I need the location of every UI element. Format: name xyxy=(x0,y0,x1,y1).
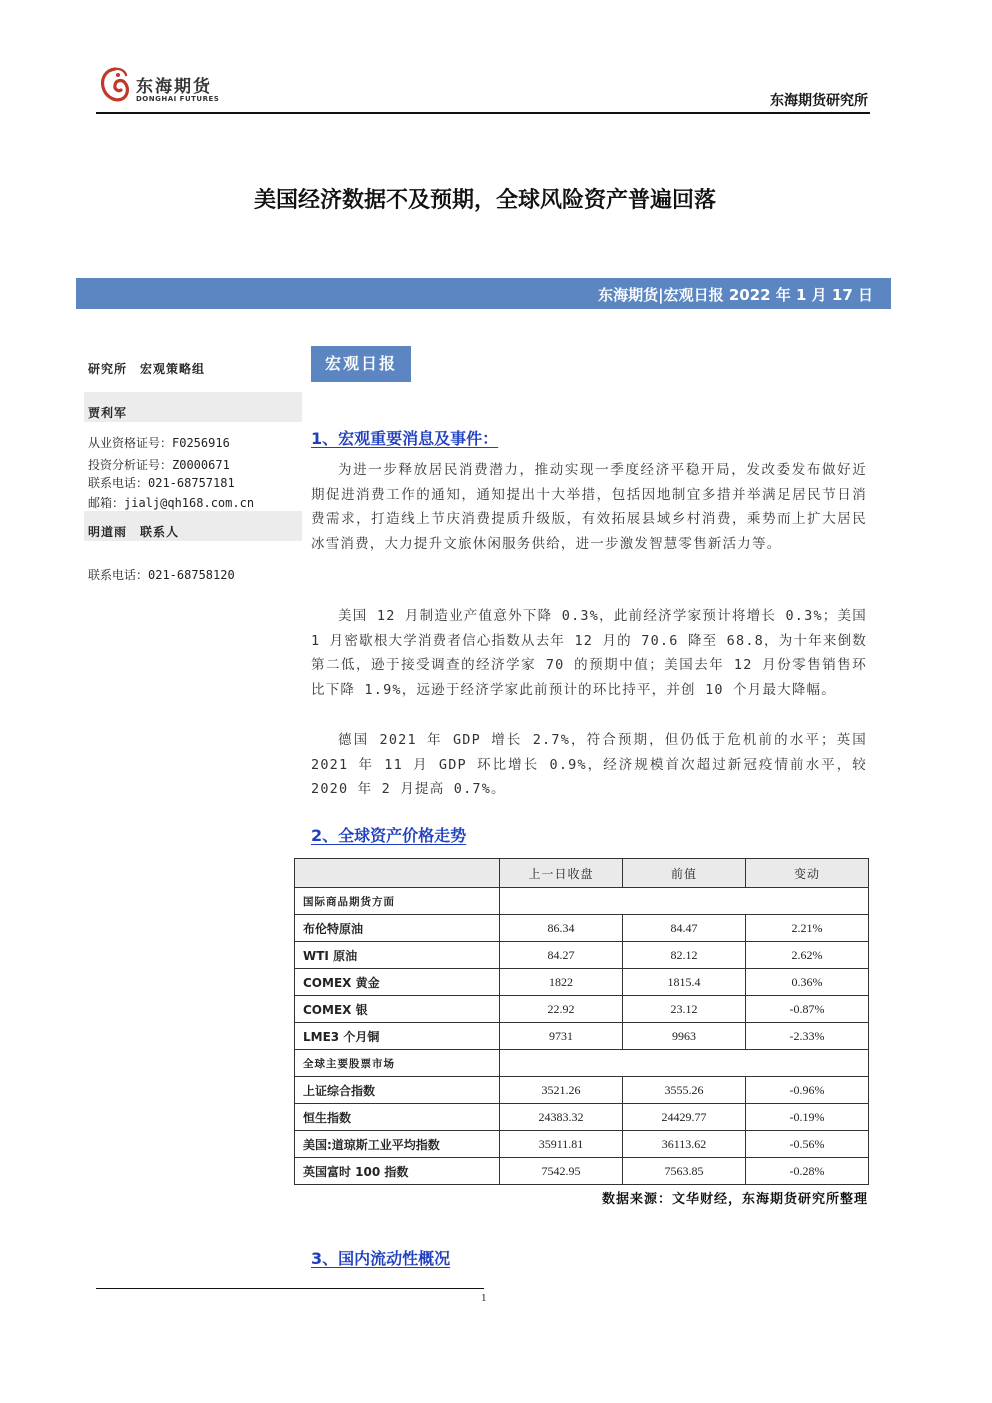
table-cell-value: 0.36% xyxy=(746,969,869,996)
table-cell-value: 86.34 xyxy=(500,915,623,942)
table-cell-value: -0.96% xyxy=(746,1077,869,1104)
table-cell-name: 上证综合指数 xyxy=(295,1077,500,1104)
table-cell-value: 2.62% xyxy=(746,942,869,969)
analyst-cert-line: 从业资格证号：F0256916 xyxy=(88,436,230,450)
table-cell-value: 22.92 xyxy=(500,996,623,1023)
report-banner xyxy=(76,278,891,309)
table-cell-value: 24383.32 xyxy=(500,1104,623,1131)
table-cell-value: 7542.95 xyxy=(500,1158,623,1185)
company-logo xyxy=(98,66,238,110)
table-group-spacer xyxy=(500,888,869,915)
paragraph-3: 德国 2021 年 GDP 增长 2.7%，符合预期，但仍低于危机前的水平；英国 2021 年 11 月 GDP 环比增长 0.9%，经济规模首次超过新冠疫情前水平，较 2020 年 2 月提高 0.7%。 xyxy=(311,732,867,797)
table-header-cell xyxy=(295,859,500,888)
table-cell-value: 82.12 xyxy=(623,942,746,969)
asset-price-table xyxy=(294,858,869,1185)
table-cell-name: 布伦特原油 xyxy=(295,915,500,942)
table-group-row xyxy=(295,1050,869,1077)
paragraph-1: 为进一步释放居民消费潜力，推动实现一季度经济平稳开局，发改委发布做好近期促进消费工作的通知，通知提出十大举措，包括因地制宜多措并举满足居民节日消费需求，打造线上节庆消费提质升级版，有效拓展县域乡村消费，乘势而上扩大居民冰雪消费，大力提升文旅休闲服务供给，进一步激发智慧零售新活力等。 xyxy=(311,462,867,552)
banner-text: 东海期货|宏观日报 2022 年 1 月 17 日 xyxy=(598,286,873,304)
table-cell-name: LME3 个月铜 xyxy=(295,1023,500,1050)
page-number: 1 xyxy=(481,1292,487,1304)
table-cell-name: COMEX 黄金 xyxy=(295,969,500,996)
table-cell-value: 35911.81 xyxy=(500,1131,623,1158)
table-cell-value: 3555.26 xyxy=(623,1077,746,1104)
table-cell-value: 36113.62 xyxy=(623,1131,746,1158)
sidebar-dept: 研究所 宏观策略组 xyxy=(88,362,206,376)
table-row xyxy=(295,1023,869,1050)
table-cell-name: WTI 原油 xyxy=(295,942,500,969)
section-tag: 宏观日报 xyxy=(311,346,411,382)
table-cell-name: 恒生指数 xyxy=(295,1104,500,1131)
contact-phone-line: 联系电话：021-68758120 xyxy=(88,568,235,582)
table-row xyxy=(295,969,869,996)
table-cell-name: 美国:道琼斯工业平均指数 xyxy=(295,1131,500,1158)
header-divider xyxy=(96,112,870,114)
table-row xyxy=(295,942,869,969)
logo-english-text: DONGHAI FUTURES xyxy=(136,95,220,103)
footer-divider xyxy=(96,1288,484,1289)
table-cell-value: 84.27 xyxy=(500,942,623,969)
table-row xyxy=(295,1158,869,1185)
analyst-invest-cert-line: 投资分析证号：Z0000671 xyxy=(88,458,230,472)
analyst-phone-line: 联系电话：021-68757181 xyxy=(88,476,235,490)
table-row xyxy=(295,1104,869,1131)
data-source-note: 数据来源：文华财经，东海期货研究所整理 xyxy=(601,1192,868,1207)
table-cell-value: 9731 xyxy=(500,1023,623,1050)
table-row xyxy=(295,1077,869,1104)
table-cell-value: 3521.26 xyxy=(500,1077,623,1104)
table-header-cell: 变动 xyxy=(746,859,869,888)
report-title: 美国经济数据不及预期，全球风险资产普遍回落 xyxy=(253,188,716,213)
dragon-logo-icon xyxy=(98,66,132,106)
contact-name: 明道雨 联系人 xyxy=(88,525,180,539)
table-group-spacer xyxy=(500,1050,869,1077)
table-cell-value: 9963 xyxy=(623,1023,746,1050)
table-group-row xyxy=(295,888,869,915)
section-title-3: 3、国内流动性概况 xyxy=(311,1249,451,1268)
table-cell-value: 7563.85 xyxy=(623,1158,746,1185)
table-cell-value: -0.28% xyxy=(746,1158,869,1185)
table-header-row xyxy=(295,859,869,888)
table-cell-value: -0.87% xyxy=(746,996,869,1023)
table-row xyxy=(295,996,869,1023)
section-title-2: 2、全球资产价格走势 xyxy=(311,826,467,845)
analyst-email-line: 邮箱：jialj@qh168.com.cn xyxy=(88,496,255,510)
header-org-name: 东海期货研究所 xyxy=(770,93,868,109)
table-cell-name: 英国富时 100 指数 xyxy=(295,1158,500,1185)
table-cell-value: 84.47 xyxy=(623,915,746,942)
paragraph-2: 美国 12 月制造业产值意外下降 0.3%，此前经济学家预计将增长 0.3%；美国 1 月密歇根大学消费者信心指数从去年 12 月的 70.6 降至 68.8，为十年来倒数第二低，逊于接受调查的经济学家 70 的预期中值；美国去年 12 月份零售销售环比下降 1.9%，远逊于经济学家此前预计的环比持平，并创 10 个月最大降幅。 xyxy=(311,608,867,698)
table-cell-value: 24429.77 xyxy=(623,1104,746,1131)
table-cell-value: -0.56% xyxy=(746,1131,869,1158)
analyst-name: 贾利军 xyxy=(88,406,128,420)
table-row xyxy=(295,915,869,942)
table-group-label: 国际商品期货方面 xyxy=(295,888,500,915)
table-row xyxy=(295,1131,869,1158)
table-cell-value: 1822 xyxy=(500,969,623,996)
table-header-cell: 上一日收盘 xyxy=(500,859,623,888)
table-group-label: 全球主要股票市场 xyxy=(295,1050,500,1077)
table-cell-name: COMEX 银 xyxy=(295,996,500,1023)
table-cell-value: 1815.4 xyxy=(623,969,746,996)
table-cell-value: -0.19% xyxy=(746,1104,869,1131)
table-header-cell: 前值 xyxy=(623,859,746,888)
table-cell-value: -2.33% xyxy=(746,1023,869,1050)
logo-chinese-text: 东海期货 xyxy=(136,77,212,97)
table-cell-value: 2.21% xyxy=(746,915,869,942)
section-title-1: 1、宏观重要消息及事件： xyxy=(311,429,499,448)
table-cell-value: 23.12 xyxy=(623,996,746,1023)
